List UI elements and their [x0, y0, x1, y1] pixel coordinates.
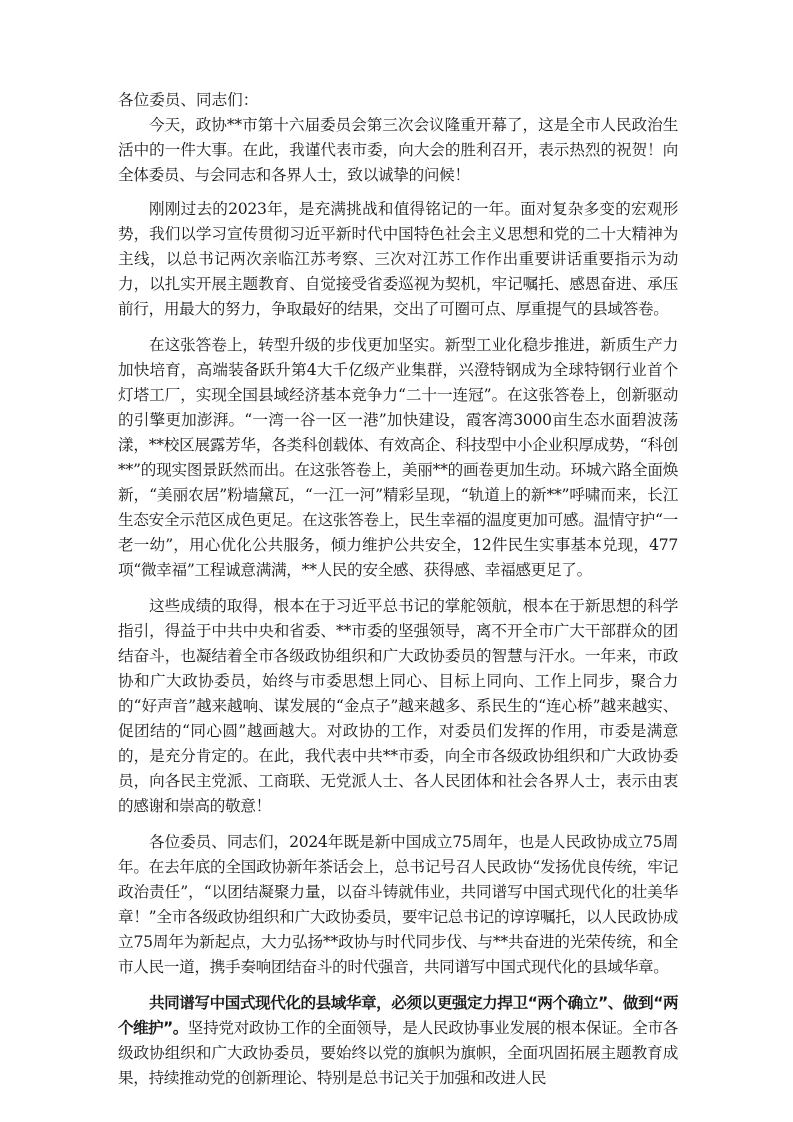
paragraph-review-2023: 刚刚过去的2023年，是充满挑战和值得铭记的一年。面对复杂多变的宏观形势，我们以学习宣传贯彻习近平新时代中国特色社会主义思想和党的二十大精神为主线，以总书记两次亲临江苏考察、三次对江苏工作作出重要讲话重要指示为动力，以扎实开展主题教育、自觉接受省委巡视为契机，牢记嘱托、感恩奋进、承压前行，用最大的努力，争取最好的结果，交出了可圈可点、厚重提气的县域答卷。 — [118, 200, 678, 318]
paragraph-opening: 今天，政协**市第十六届委员会第三次会议隆重开幕了，这是全市人民政治生活中的一件大事。在此，我谨代表市委，向大会的胜利召开，表示热烈的祝贺！向全体委员、与会同志和各界人士，致以诚挚的问候！ — [118, 116, 678, 184]
document-page — [118, 88, 678, 1091]
paragraph-two-establishments — [118, 991, 678, 1091]
paragraph-body-text: 坚持党对政协工作的全面领导，是人民政协事业发展的根本保证。全市各级政协组织和广大政协委员，要始终以党的旗帜为旗帜，全面巩固拓展主题教育成果，持续推动党的创新理论、特别是总书记关于加强和改进人民 — [118, 1019, 679, 1087]
salutation: 各位委员、同志们： — [118, 91, 259, 109]
paragraph-gratitude: 这些成绩的取得，根本在于习近平总书记的掌舵领航，根本在于新思想的科学指引，得益于中共中央和省委、**市委的坚强领导，离不开全市广大干部群众的团结奋斗，也凝结着全市各级政协组织和广大政协委员的智慧与汗水。一年来，市政协和广大政协委员，始终与市委思想上同心、目标上同向、工作上同步，聚合力的“好声音”越来越响、谋发展的“金点子”越来越多、系民生的“连心桥”越来越实、促团结的“同心圆”越画越大。对政协的工作，对委员们发挥的作用，市委是满意的，是充分肯定的。在此，我代表中共**市委，向全市各级政协组织和广大政协委员，向各民主党派、工商联、无党派人士、各人民团体和社会各界人士，表示由衷的感谢和崇高的敬意！ — [118, 597, 678, 815]
paragraph-anniversary: 各位委员、同志们，2024年既是新中国成立75周年，也是人民政协成立75周年。在去年底的全国政协新年茶话会上，总书记号召人民政协“发扬优良传统，牢记政治责任”，“以团结凝聚力量，以奋斗铸就伟业，共同谱写中国式现代化的壮美华章！”全市各级政协组织和广大政协委员，要牢记总书记的谆谆嘱托，以人民政协成立75周年为新起点，大力弘扬**政协与时代同步伐、与**共奋进的光荣传统，和全市人民一道，携手奏响团结奋斗的时代强音，共同谱写中国式现代化的县域华章。 — [118, 833, 678, 976]
paragraph-achievements: 在这张答卷上，转型升级的步伐更加坚实。新型工业化稳步推进，新质生产力加快培育，高端装备跃升第4大千亿级产业集群，兴澄特钢成为全球特钢行业首个灯塔工厂，实现全国县域经济基本竞争力“二十一连冠”。在这张答卷上，创新驱动的引擎更加澎湃。“一湾一谷一区一港”加快建设，霞客湾3000亩生态水面碧波荡漾，**校区展露芳华，各类科创载体、有效高企、科技型中小企业积厚成势，“科创**”的现实图景跃然而出。在这张答卷上，美丽**的画卷更加生动。环城六路全面焕新，“美丽农居”粉墙黛瓦，“一江一河”精彩呈现，“轨道上的新**”呼啸而来，长江生态安全示范区成色更足。在这张答卷上，民生幸福的温度更加可感。温情守护“一老一幼”，用心优化公共服务，倾力维护公共安全，12件民生实事基本兑现，477项“微幸福”工程诚意满满，**人民的安全感、获得感、幸福感更足了。 — [118, 336, 678, 579]
paragraph-lead-heading: 共同谱写中国式现代化的县域华章，必须以更强定力捍卫“两个确立”、做到“两个维护”。 — [118, 994, 678, 1037]
